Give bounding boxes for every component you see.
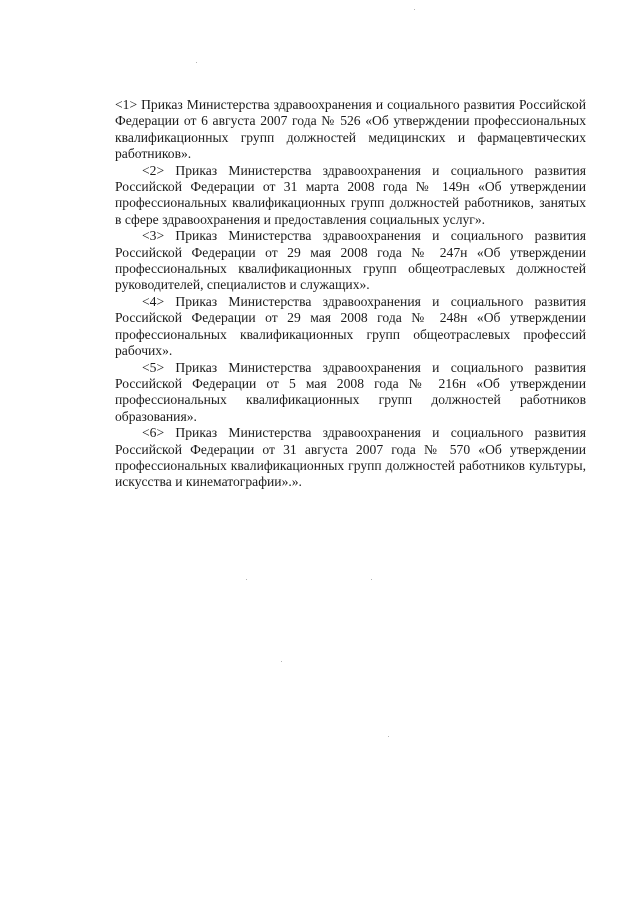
footnote-1: <1> Приказ Министерства здравоохранения и социального развития Российской Федерации от 6 августа 2007 года № 526 «Об утверждении профессиональных квалификационных групп должностей медицинских и фармацевтических работников». — [115, 97, 586, 162]
footnote-5: <5> Приказ Министерства здравоохранения и социального развития Российской Федерации от 5 мая 2008 года № 216н «Об утверждении профессиональных квалификационных групп должностей работников образования». — [115, 359, 586, 424]
scan-speck — [414, 9, 415, 10]
scan-speck — [388, 736, 389, 737]
footnote-3: <3> Приказ Министерства здравоохранения и социального развития Российской Федерации от 29 мая 2008 года № 247н «Об утверждении профессиональных квалификационных групп общеотраслевых должностей руководителей, специалистов и служащих». — [115, 228, 586, 293]
footnotes-block — [115, 97, 586, 491]
scan-speck — [371, 579, 372, 580]
scan-speck — [246, 579, 247, 580]
footnote-4: <4> Приказ Министерства здравоохранения и социального развития Российской Федерации от 29 мая 2008 года № 248н «Об утверждении профессиональных квалификационных групп общеотраслевых профессий рабочих». — [115, 293, 586, 359]
footnote-6: <6> Приказ Министерства здравоохранения и социального развития Российской Федерации от 31 августа 2007 года № 570 «Об утверждении профессиональных квалификационных групп должностей работников культуры, искусства и кинематографии».». — [115, 425, 586, 490]
footnote-2: <2> Приказ Министерства здравоохранения и социального развития Российской Федерации от 31 марта 2008 года № 149н «Об утверждении профессиональных квалификационных групп должностей работников, занятых в сфере здравоохранения и предоставления социальных услуг». — [115, 162, 586, 227]
scan-speck — [281, 661, 282, 662]
scan-speck — [196, 62, 197, 63]
